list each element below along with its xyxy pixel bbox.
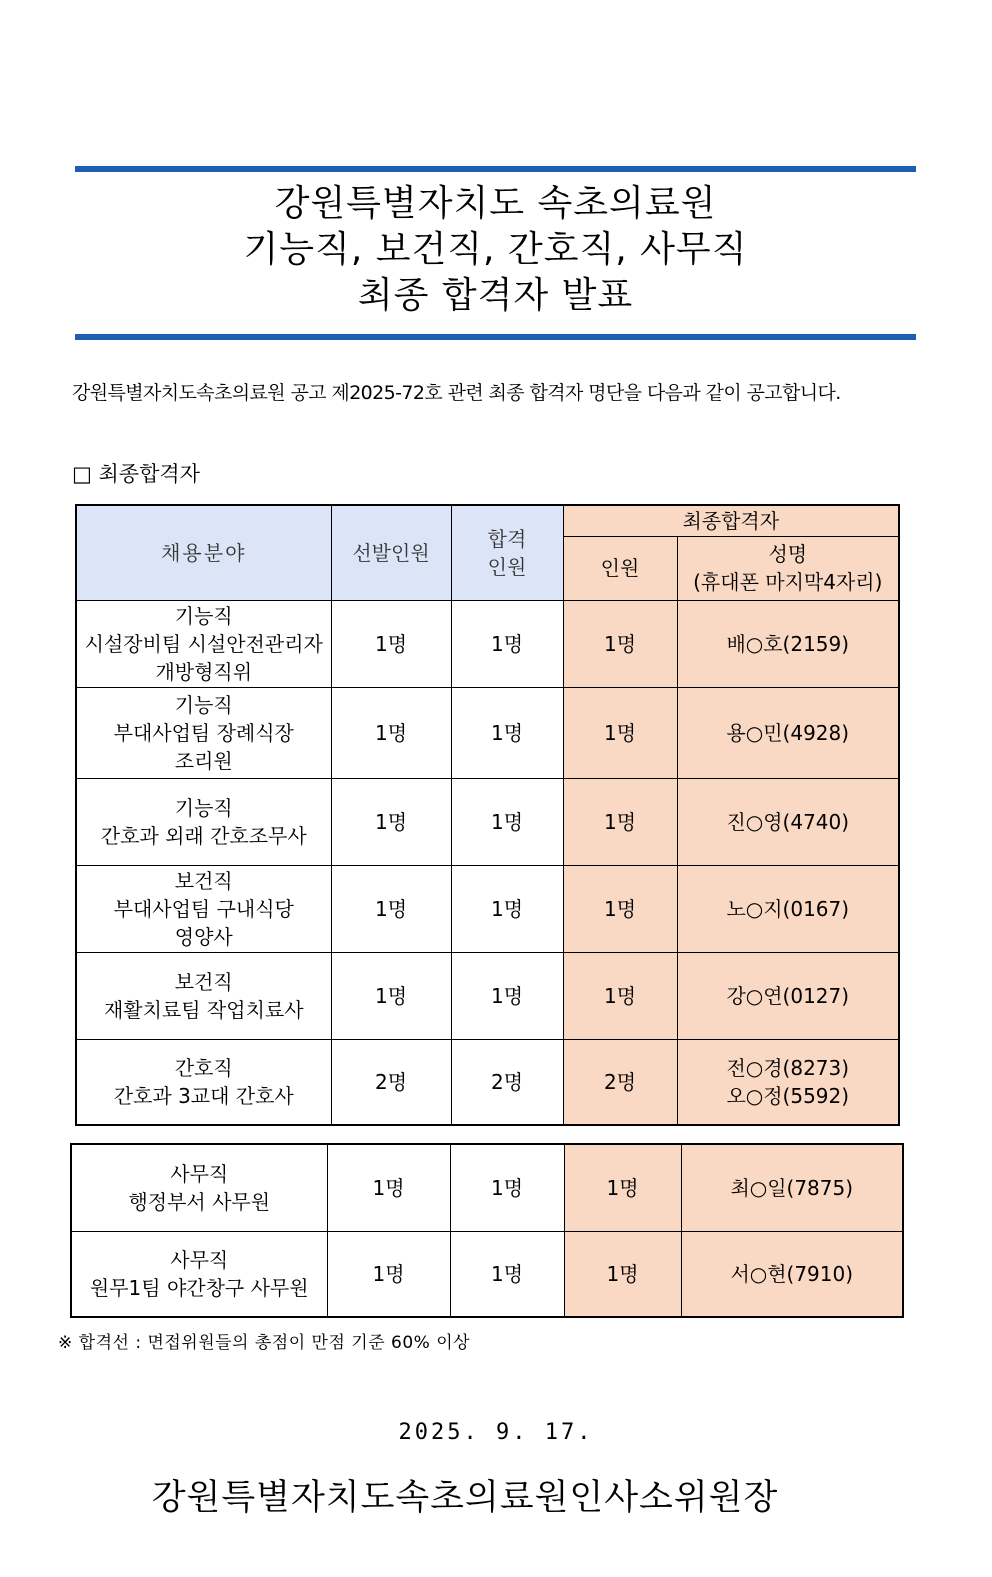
section-title: □ 최종합격자 bbox=[72, 462, 200, 486]
passed-cell: 1명 bbox=[451, 600, 563, 687]
header-final-group: 최종합격자 bbox=[563, 505, 899, 536]
name-line: 배○호(2159) bbox=[726, 631, 850, 656]
name-cell bbox=[677, 952, 899, 1039]
header-passed-line1: 합격 bbox=[487, 526, 527, 551]
field-cell bbox=[71, 1144, 327, 1231]
count-cell: 1명 bbox=[563, 687, 677, 778]
name-cell bbox=[677, 1039, 899, 1125]
selection-cell: 1명 bbox=[327, 1231, 450, 1317]
final-results-table bbox=[75, 504, 900, 1126]
name-line: 용○민(4928) bbox=[726, 720, 850, 745]
table-header-row bbox=[76, 505, 899, 536]
field-cell bbox=[71, 1231, 327, 1317]
table-row bbox=[76, 778, 899, 865]
field-cell bbox=[76, 600, 331, 687]
passed-cell: 1명 bbox=[451, 687, 563, 778]
header-selection: 선발인원 bbox=[331, 505, 451, 600]
selection-cell: 2명 bbox=[331, 1039, 451, 1125]
count-cell: 1명 bbox=[563, 865, 677, 952]
field-line: 행정부서 사무원 bbox=[128, 1189, 271, 1214]
header-name-line1: 성명 bbox=[768, 542, 808, 566]
header-name-line2: (휴대폰 마지막4자리) bbox=[693, 570, 883, 594]
passed-cell: 1명 bbox=[451, 778, 563, 865]
count-cell: 1명 bbox=[564, 1231, 681, 1317]
passed-cell: 1명 bbox=[451, 952, 563, 1039]
field-line: 부대사업팀 구내식당 bbox=[113, 896, 294, 921]
table-row bbox=[71, 1144, 903, 1231]
field-line: 개방형직위 bbox=[155, 659, 253, 684]
name-line: 오○정(5592) bbox=[726, 1083, 850, 1108]
table-row bbox=[71, 1231, 903, 1317]
name-cell bbox=[677, 687, 899, 778]
name-cell bbox=[681, 1231, 903, 1317]
field-line: 보건직 bbox=[174, 969, 233, 994]
selection-cell: 1명 bbox=[331, 600, 451, 687]
selection-cell: 1명 bbox=[327, 1144, 450, 1231]
field-line: 보건직 bbox=[174, 868, 233, 893]
selection-cell: 1명 bbox=[331, 778, 451, 865]
announcement-date: 2025. 9. 17. bbox=[398, 1420, 594, 1445]
field-line: 영양사 bbox=[174, 924, 233, 949]
name-line: 최○일(7875) bbox=[730, 1175, 854, 1200]
count-cell: 1명 bbox=[563, 952, 677, 1039]
selection-cell: 1명 bbox=[331, 865, 451, 952]
table-row bbox=[76, 1039, 899, 1125]
header-passed bbox=[451, 505, 563, 600]
field-cell bbox=[76, 1039, 331, 1125]
field-line: 사무직 bbox=[170, 1161, 229, 1186]
field-line: 조리원 bbox=[174, 748, 233, 773]
field-cell bbox=[76, 865, 331, 952]
name-line: 서○현(7910) bbox=[730, 1261, 854, 1286]
name-line: 전○경(8273) bbox=[726, 1055, 850, 1080]
field-cell bbox=[76, 778, 331, 865]
field-line: 간호과 3교대 간호사 bbox=[113, 1083, 294, 1108]
passed-cell: 1명 bbox=[451, 865, 563, 952]
count-cell: 1명 bbox=[563, 600, 677, 687]
name-cell bbox=[677, 778, 899, 865]
field-line: 시설장비팀 시설안전관리자 bbox=[84, 631, 323, 656]
title-line-2: 기능직, 보건직, 간호직, 사무직 bbox=[243, 229, 748, 270]
field-line: 원무1팀 야간창구 사무원 bbox=[89, 1275, 309, 1300]
field-line: 기능직 bbox=[174, 795, 233, 820]
count-cell: 2명 bbox=[563, 1039, 677, 1125]
title-top-rule bbox=[75, 166, 916, 172]
pass-criteria-note: ※ 합격선 : 면접위원들의 총점이 만점 기준 60% 이상 bbox=[58, 1333, 471, 1353]
title-line-1: 강원특별자치도 속초의료원 bbox=[274, 183, 717, 224]
name-cell bbox=[681, 1144, 903, 1231]
passed-cell: 1명 bbox=[450, 1144, 564, 1231]
table-row bbox=[76, 952, 899, 1039]
signer-title: 강원특별자치도속초의료원인사소위원장 bbox=[151, 1478, 779, 1518]
intro-text: 강원특별자치도속초의료원 공고 제2025-72호 관련 최종 합격자 명단을 다음과 같이 공고합니다. bbox=[72, 382, 841, 404]
count-cell: 1명 bbox=[563, 778, 677, 865]
final-results-table-office bbox=[70, 1143, 904, 1318]
title-bottom-rule bbox=[75, 334, 916, 340]
name-line: 노○지(0167) bbox=[726, 896, 850, 921]
table-row bbox=[76, 600, 899, 687]
header-count: 인원 bbox=[563, 536, 677, 600]
field-cell bbox=[76, 952, 331, 1039]
field-line: 간호과 외래 간호조무사 bbox=[100, 823, 307, 848]
name-cell bbox=[677, 600, 899, 687]
name-line: 강○연(0127) bbox=[726, 983, 850, 1008]
field-line: 부대사업팀 장례식장 bbox=[113, 720, 294, 745]
table-row bbox=[76, 865, 899, 952]
selection-cell: 1명 bbox=[331, 952, 451, 1039]
title-line-3: 최종 합격자 발표 bbox=[357, 275, 634, 316]
header-field: 채용분야 bbox=[76, 505, 331, 600]
field-line: 사무직 bbox=[170, 1247, 229, 1272]
name-line: 진○영(4740) bbox=[726, 809, 850, 834]
passed-cell: 2명 bbox=[451, 1039, 563, 1125]
table-row bbox=[76, 687, 899, 778]
field-line: 기능직 bbox=[174, 692, 233, 717]
name-cell bbox=[677, 865, 899, 952]
header-name bbox=[677, 536, 899, 600]
field-line: 간호직 bbox=[174, 1055, 233, 1080]
selection-cell: 1명 bbox=[331, 687, 451, 778]
count-cell: 1명 bbox=[564, 1144, 681, 1231]
passed-cell: 1명 bbox=[450, 1231, 564, 1317]
field-line: 재활치료팀 작업치료사 bbox=[103, 997, 304, 1022]
field-line: 기능직 bbox=[174, 603, 233, 628]
header-passed-line2: 인원 bbox=[487, 554, 527, 579]
field-cell bbox=[76, 687, 331, 778]
